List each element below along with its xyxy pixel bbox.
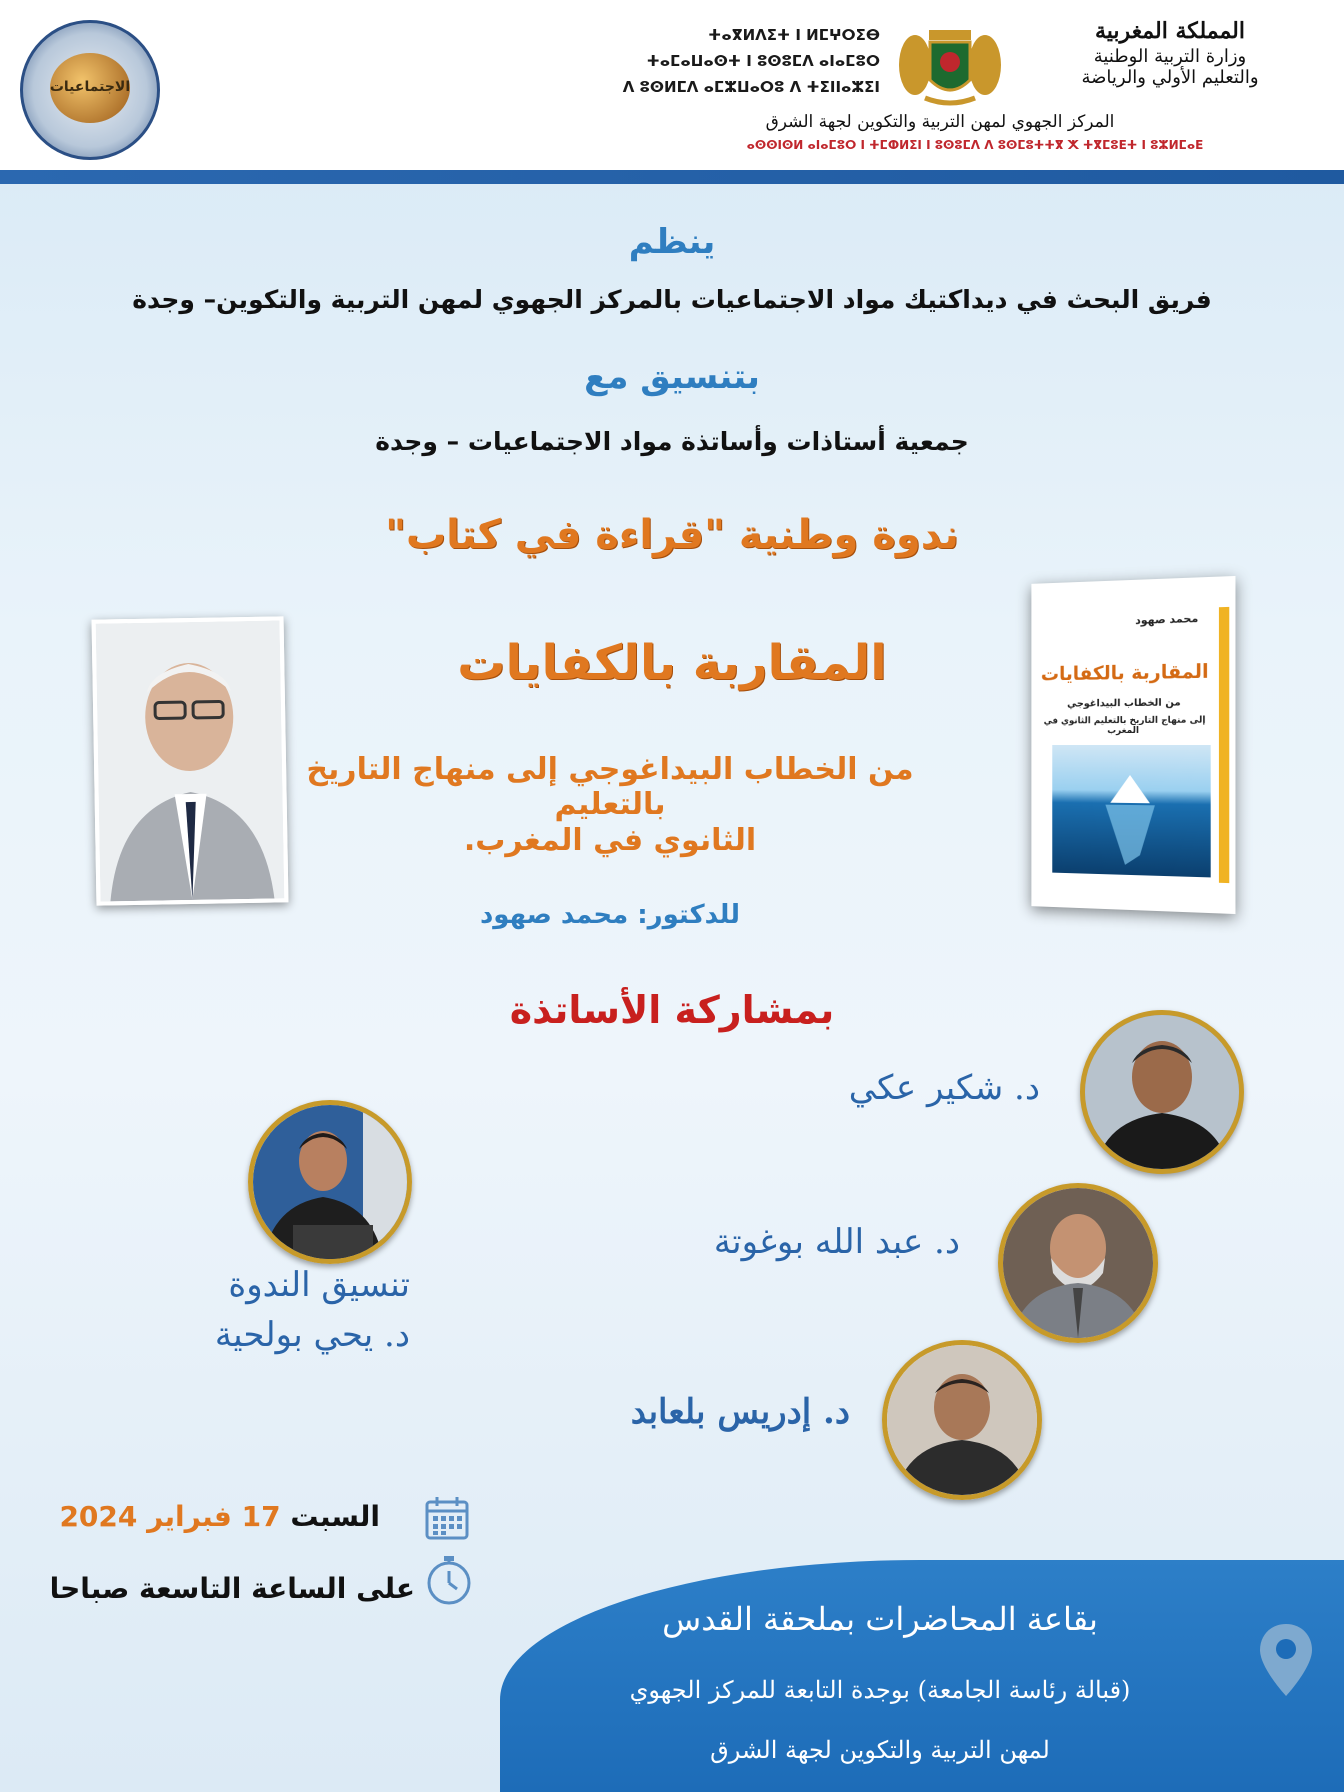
- location-pin-icon: [1256, 1620, 1316, 1700]
- coordinator-name: د. يحي بولحية: [214, 1315, 410, 1355]
- cover-author: محمد صهود: [1135, 611, 1199, 627]
- date-value: 17 فبراير 2024: [59, 1500, 281, 1533]
- book-subtitle-line-1: من الخطاب البيداغوجي إلى منهاج التاريخ بالتعليم: [306, 752, 914, 822]
- cover-iceberg-image: [1052, 745, 1210, 877]
- logo-text: الاجتماعيات: [49, 79, 131, 95]
- tifinagh-line-3: ⴷ ⵓⵙⵍⵎⴷ ⴰⵎⵣⵡⴰⵔⵓ ⴷ ⵜⵉⵏⵏⴰⵣⵉⵏ: [622, 78, 880, 96]
- event-title: ندوة وطنية "قراءة في كتاب": [385, 512, 959, 558]
- ministry-block: [1020, 18, 1320, 88]
- coordinator-photo: [248, 1100, 412, 1264]
- venue-line-3: لمهن التربية والتكوين لجهة الشرق: [710, 1736, 1050, 1764]
- participant-photo-3: [882, 1340, 1042, 1500]
- ministry-line-1: وزارة التربية الوطنية: [1093, 46, 1247, 67]
- kingdom-name: المملكة المغربية: [1095, 18, 1245, 44]
- participant-name-3: د. إدريس بلعابد: [630, 1392, 850, 1432]
- venue-footer: [500, 1560, 1344, 1792]
- tifinagh-line-1: ⵜⴰⴳⵍⴷⵉⵜ ⵏ ⵍⵎⵖⵔⵉⴱ: [708, 26, 880, 44]
- header-bar: [0, 170, 1344, 184]
- organizer-text: فريق البحث في ديداكتيك مواد الاجتماعيات بالمركز الجهوي لمهن التربية والتكوين– وجدة: [132, 285, 1212, 314]
- calendar-icon: [424, 1495, 470, 1541]
- stopwatch-icon: [424, 1553, 474, 1607]
- book-cover: [1031, 576, 1235, 914]
- cover-subtitle-2: إلى منهاج التاريخ بالتعليم الثانوي في المغرب: [1043, 715, 1206, 737]
- tifinagh-line-2: ⵜⴰⵎⴰⵡⴰⵙⵜ ⵏ ⵓⵙⵓⵎⴷ ⴰⵏⴰⵎⵓⵔ: [646, 52, 880, 70]
- date-day: السبت: [290, 1500, 380, 1533]
- organizer-label: ينظم: [628, 222, 716, 262]
- coordination-label: بتنسيق مع: [584, 357, 760, 397]
- cover-subtitle-1: من الخطاب البيداغوجي: [1067, 697, 1181, 710]
- venue-line-1: بقاعة المحاضرات بملحقة القدس: [662, 1600, 1098, 1638]
- center-name-tifinagh: ⴰⵙⵙⵏⵙⵍ ⴰⵏⴰⵎⵓⵔ ⵏ ⵜⵎⵀⵍⵉⵏ ⵏ ⵓⵙⵓⵎⴷ ⴷ ⵓⵙⵎⵓⵜⵜⴳ ⵅ ⵜⴳⵎⵓⴹⵜ ⵏ ⵓⵣⵍⵎⴰⴹ: [746, 138, 1204, 152]
- participants-label: بمشاركة الأساتذة: [509, 988, 835, 1032]
- center-name: المركز الجهوي لمهن التربية والتكوين لجهة الشرق: [765, 112, 1115, 132]
- header: [0, 0, 1344, 170]
- cover-title: المقاربة بالكفايات: [1040, 660, 1209, 686]
- participant-name-2: د. عبد الله بوغوتة: [713, 1222, 960, 1262]
- association-text: جمعية أستاذات وأساتذة مواد الاجتماعيات – وجدة: [375, 427, 969, 456]
- participant-photo-2: [998, 1183, 1158, 1343]
- coordinator-label: تنسيق الندوة: [228, 1265, 410, 1305]
- date-line: [40, 1500, 380, 1533]
- book-subtitle-line-2: الثانوي في المغرب.: [463, 823, 757, 858]
- association-logo: [20, 20, 160, 160]
- participant-photo-1: [1080, 1010, 1244, 1174]
- venue-line-2: (قبالة رئاسة الجامعة) بوجدة التابعة للمركز الجهوي: [629, 1676, 1131, 1704]
- tifinagh-block: [600, 22, 880, 100]
- author-name: للدكتور: محمد صهود: [479, 900, 741, 930]
- ministry-line-2: والتعليم الأولي والرياضة: [1081, 67, 1259, 88]
- coat-of-arms: [895, 10, 1005, 110]
- time-text: على الساعة التاسعة صباحا: [49, 1572, 415, 1605]
- participant-name-1: د. شكير عكي: [848, 1068, 1040, 1108]
- book-title: المقاربة بالكفايات: [457, 635, 887, 691]
